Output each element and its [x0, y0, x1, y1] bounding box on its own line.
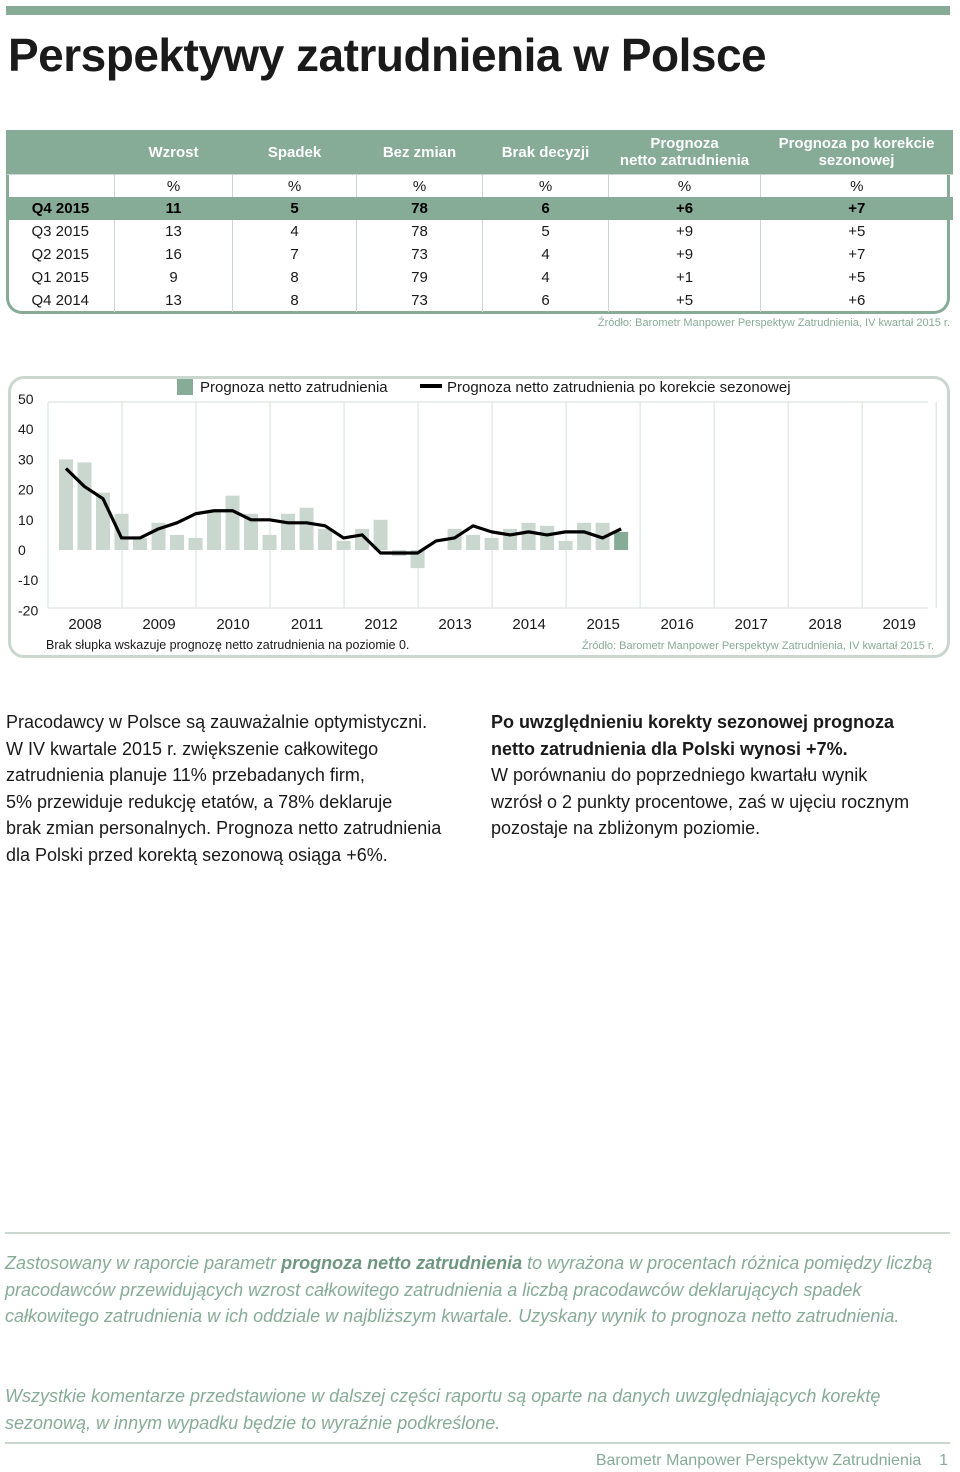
- table-cell: +6: [761, 289, 953, 312]
- chart-bar: [281, 514, 295, 550]
- body-line: W IV kwartale 2015 r. zwiększenie całkowitego: [6, 738, 379, 759]
- table-cell: +7: [761, 243, 953, 266]
- chart-bar: [577, 523, 591, 550]
- table-cell: +6: [609, 197, 761, 220]
- footer: [596, 1452, 948, 1470]
- header-bez-zmian: Bez zmian: [357, 130, 483, 175]
- x-tick-label: 2019: [882, 616, 916, 633]
- table-cell: 9: [115, 266, 233, 289]
- chart-bar: [374, 520, 388, 550]
- table-cell: 78: [357, 220, 483, 243]
- y-tick-label: 20: [18, 481, 34, 498]
- chart-bar: [263, 535, 277, 550]
- body-line: pozostaje na zbliżonym poziomie.: [491, 818, 761, 839]
- table-row: [7, 266, 953, 289]
- chart-bar: [226, 496, 240, 550]
- x-tick-label: 2010: [216, 616, 250, 633]
- table-cell: 11: [115, 197, 233, 220]
- table-cell: 8: [233, 289, 357, 312]
- table-cell: 16: [115, 243, 233, 266]
- table-cell: +5: [609, 289, 761, 312]
- table-cell: 5: [483, 220, 609, 243]
- x-tick-label: 2012: [364, 616, 398, 633]
- row-label: Q1 2015: [31, 269, 90, 286]
- chart-bar: [300, 508, 314, 550]
- table-cell: 13: [115, 220, 233, 243]
- table-cell: 78: [357, 197, 483, 220]
- table-cell: +9: [609, 220, 761, 243]
- table-cell: 4: [233, 220, 357, 243]
- table-cell: 6: [483, 197, 609, 220]
- legend-line-label: Prognoza netto zatrudnienia po korekcie sezonowej: [447, 379, 791, 396]
- table-cell: 73: [357, 289, 483, 312]
- table-cell: 8: [233, 266, 357, 289]
- table-cell: 7: [233, 243, 357, 266]
- body-line: dla Polski przed korektą sezonową osiąga +6%.: [6, 844, 388, 865]
- y-tick-label: 10: [18, 511, 34, 528]
- definition-term: prognoza netto zatrudnienia: [281, 1253, 523, 1273]
- chart-bar: [170, 535, 184, 550]
- chart-bar: [485, 538, 499, 550]
- chart-bar: [78, 462, 92, 550]
- chart-source: Źródło: Barometr Manpower Perspektyw Zatrudnienia, IV kwartał 2015 r.: [581, 640, 934, 652]
- right-column: [491, 709, 909, 842]
- table-cell: 5: [233, 197, 357, 220]
- table-cell: 13: [115, 289, 233, 312]
- legend-bar-swatch: [177, 379, 193, 395]
- header-spadek: Spadek: [233, 130, 357, 175]
- body-line: W porównaniu do poprzedniego kwartału wynik: [491, 765, 868, 786]
- y-tick-label: -10: [18, 572, 39, 589]
- y-tick-label: 40: [18, 421, 34, 438]
- header-wzrost: Wzrost: [115, 130, 233, 175]
- table-source: Źródło: Barometr Manpower Perspektyw Zatrudnienia, IV kwartał 2015 r.: [597, 317, 950, 329]
- table-cell: +5: [761, 266, 953, 289]
- page-number: 1: [939, 1452, 948, 1469]
- comment-note: Wszystkie komentarze przedstawione w dalszej części raportu są oparte na danych uwzględniających korektę sezonową, w innym wypadku będzie to wyraźnie podkreślone.: [5, 1386, 881, 1433]
- body-line: Pracodawcy w Polsce są zauważalnie optymistyczni.: [6, 712, 428, 732]
- forecast-chart: [0, 376, 960, 666]
- table-cell: 79: [357, 266, 483, 289]
- table-cell: 4: [483, 266, 609, 289]
- footer-publication: Barometr Manpower Perspektyw Zatrudnienia: [595, 1452, 922, 1469]
- row-label: Q4 2015: [7, 197, 115, 220]
- legend-bar-label: Prognoza netto zatrudnienia: [200, 379, 388, 396]
- chart-bar: [540, 526, 554, 550]
- forecast-table: [6, 130, 953, 312]
- row-label: Q4 2014: [31, 292, 90, 309]
- divider: [5, 1232, 950, 1234]
- header-forecast: Prognoza netto zatrudnienia: [609, 130, 761, 175]
- row-label: Q2 2015: [31, 246, 90, 263]
- summary-line: netto zatrudnienia dla Polski wynosi +7%.: [491, 738, 848, 759]
- body-line: 5% przewiduje redukcję etatów, a 78% deklaruje: [6, 791, 393, 812]
- left-column: [6, 709, 441, 869]
- y-tick-label: -20: [18, 602, 39, 619]
- y-tick-label: 0: [18, 542, 26, 558]
- table-cell: +9: [609, 243, 761, 266]
- chart-bar: [189, 538, 203, 550]
- body-line: zatrudnienia planuje 11% przebadanych firm,: [6, 765, 365, 786]
- body-line: wzrósł o 2 punkty procentowe, zaś w ujęciu rocznym: [491, 791, 910, 812]
- row-label: Q3 2015: [31, 223, 90, 240]
- table-cell: +7: [761, 197, 953, 220]
- y-tick-label: 50: [18, 391, 34, 407]
- x-tick-label: 2016: [660, 616, 694, 633]
- table-row: [7, 289, 953, 312]
- summary-line: Po uwzględnieniu korekty sezonowej prognoza: [491, 712, 895, 732]
- x-tick-label: 2009: [142, 616, 176, 633]
- y-tick-label: 30: [18, 451, 34, 468]
- units-row: % % % % % %: [7, 175, 953, 198]
- chart-bar: [466, 535, 480, 550]
- table-cell: 4: [483, 243, 609, 266]
- x-tick-label: 2017: [734, 616, 768, 633]
- x-tick-label: 2011: [290, 616, 324, 633]
- definition-note: Zastosowany w raporcie parametr prognoza netto zatrudnienia to wyrażona w procentach różnica pomiędzy liczbą pracodawców przewidujących wzrost całkowitego zatrudnienia a liczbą pracodawców deklarujących spadek całkowitego zatrudnienia w ich oddziale w najbliższym kwartale. Uzyskany wynik to prognoza netto zatrudnienia.: [5, 1253, 933, 1327]
- chart-bar: [115, 514, 129, 550]
- chart-bar: [337, 541, 351, 550]
- header-brak-decyzji: Brak decyzji: [483, 130, 609, 175]
- x-tick-label: 2015: [586, 616, 620, 633]
- x-tick-label: 2014: [512, 616, 546, 633]
- chart-bar: [559, 541, 573, 550]
- chart-bar: [522, 523, 536, 550]
- table-cell: 6: [483, 289, 609, 312]
- chart-bar: [503, 529, 517, 550]
- table-header-row: [7, 130, 953, 175]
- chart-bar: [318, 529, 332, 550]
- top-accent-bar: [6, 6, 950, 15]
- table-cell: 73: [357, 243, 483, 266]
- chart-bar: [614, 532, 628, 550]
- chart-bar: [207, 511, 221, 550]
- chart-note: Brak słupka wskazuje prognozę netto zatrudnienia na poziomie 0.: [46, 638, 410, 652]
- table-row: [7, 220, 953, 243]
- divider: [5, 1442, 950, 1444]
- body-line: brak zmian personalnych. Prognoza netto zatrudnienia: [6, 818, 442, 839]
- table-cell: +5: [761, 220, 953, 243]
- page-title: Perspektywy zatrudnienia w Polsce: [8, 29, 767, 81]
- x-tick-label: 2008: [68, 616, 102, 633]
- x-tick-label: 2013: [438, 616, 472, 633]
- table-cell: +1: [609, 266, 761, 289]
- table-row: [7, 243, 953, 266]
- header-seasonal: Prognoza po korekcie sezonowej: [761, 130, 953, 175]
- header-empty: [7, 130, 115, 175]
- chart-bar: [133, 538, 147, 550]
- x-tick-label: 2018: [808, 616, 842, 633]
- table-row: [7, 197, 953, 220]
